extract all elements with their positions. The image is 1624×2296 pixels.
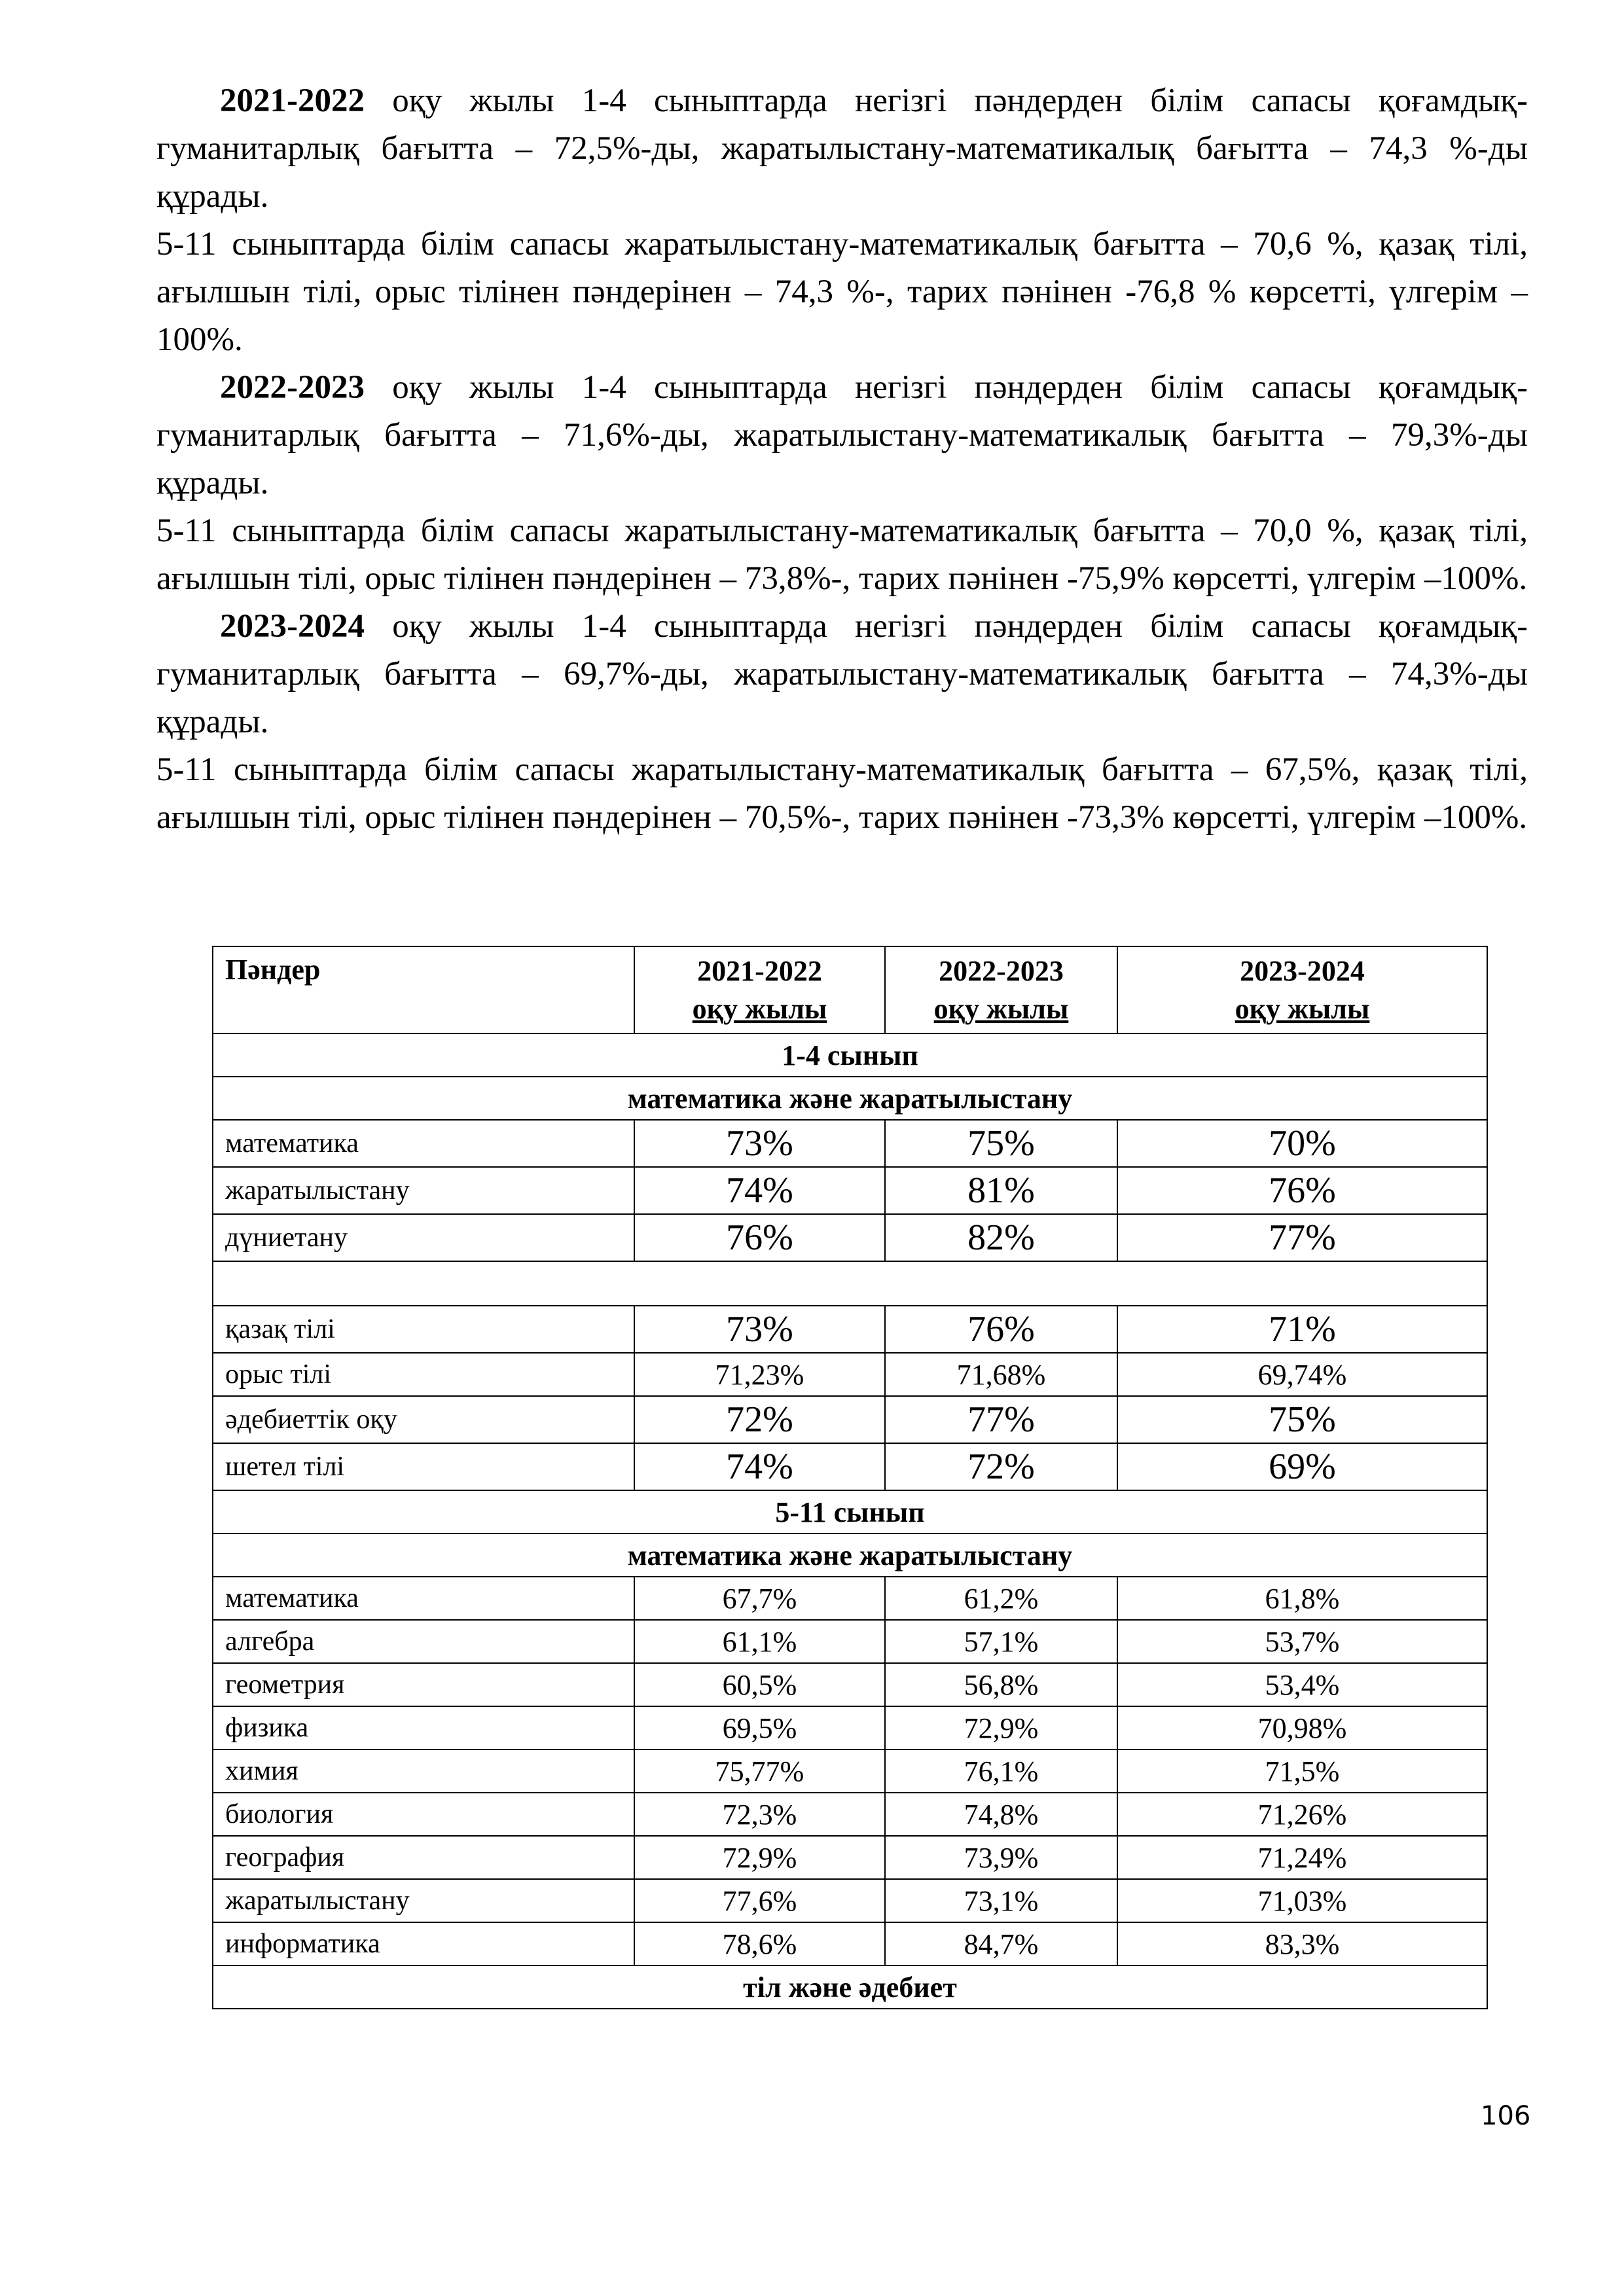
value-cell: 76% (885, 1306, 1117, 1353)
value-cell: 72% (885, 1443, 1117, 1490)
paragraph-2023-2024-primary (156, 603, 1528, 746)
subject-cell: информатика (213, 1922, 634, 1965)
grades-table (212, 946, 1488, 2009)
value-cell: 70% (1117, 1120, 1487, 1167)
value-cell: 71,68% (885, 1353, 1117, 1396)
header-year-label: оқу жылы (1235, 992, 1370, 1025)
section-row (213, 1077, 1487, 1120)
year-label: 2022-2023 (220, 369, 365, 406)
value-cell: 61,2% (885, 1577, 1117, 1620)
subject-cell: физика (213, 1706, 634, 1749)
value-cell: 69,74% (1117, 1353, 1487, 1396)
value-cell: 61,1% (634, 1620, 885, 1663)
value-cell: 74,8% (885, 1793, 1117, 1836)
empty-row (213, 1261, 1487, 1306)
paragraph-text: оқу жылы 1-4 сыныптарда негізгі пәндерден білім сапасы қоғамдық-гуманитарлық бағытта – 71,6%-ды, жаратылыстану-математикалық бағытта – 79,3%-ды құрады. (156, 369, 1528, 501)
value-cell: 74% (634, 1167, 885, 1214)
value-cell: 77,6% (634, 1879, 885, 1922)
value-cell: 57,1% (885, 1620, 1117, 1663)
paragraph-2021-2022-secondary: 5-11 сыныптарда білім сапасы жаратылыстану-математикалық бағытта – 70,6 %, қазақ тілі, ағылшын тілі, орыс тілінен пәндерінен – 74,3 %-, тарих пәнінен -76,8 % көрсетті, үлгерім –100%. (156, 226, 1528, 358)
paragraph-text: оқу жылы 1-4 сыныптарда негізгі пәндерден білім сапасы қоғамдық-гуманитарлық бағытта – 72,5%-ды, жаратылыстану-математикалық бағытта – 74,3 %-ды құрады. (156, 82, 1528, 215)
subject-cell: математика (213, 1577, 634, 1620)
subject-cell: алгебра (213, 1620, 634, 1663)
value-cell: 73,9% (885, 1836, 1117, 1879)
subject-cell: биология (213, 1793, 634, 1836)
value-cell: 71,23% (634, 1353, 885, 1396)
value-cell: 71,5% (1117, 1749, 1487, 1793)
subject-cell: әдебиеттік оқу (213, 1396, 634, 1443)
table-row (213, 1396, 1487, 1443)
value-cell: 72,3% (634, 1793, 885, 1836)
value-cell: 81% (885, 1167, 1117, 1214)
header-year: 2021-2022 (697, 954, 822, 987)
value-cell: 71% (1117, 1306, 1487, 1353)
header-year: 2023-2024 (1240, 954, 1365, 987)
subject-cell: математика (213, 1120, 634, 1167)
table-row (213, 1620, 1487, 1663)
subject-cell: шетел тілі (213, 1443, 634, 1490)
table-row (213, 1879, 1487, 1922)
value-cell: 70,98% (1117, 1706, 1487, 1749)
subject-cell: орыс тілі (213, 1353, 634, 1396)
paragraph-text: оқу жылы 1-4 сыныптарда негізгі пәндерден білім сапасы қоғамдық-гуманитарлық бағытта – 69,7%-ды, жаратылыстану-математикалық бағытта – 74,3%-ды құрады. (156, 608, 1528, 740)
group-title-1-4: 1-4 сынып (213, 1033, 1487, 1077)
header-year-1 (634, 946, 885, 1033)
value-cell: 60,5% (634, 1663, 885, 1706)
paragraph-2021-2022-primary (156, 77, 1528, 221)
value-cell: 53,7% (1117, 1620, 1487, 1663)
value-cell: 83,3% (1117, 1922, 1487, 1965)
empty-cell (213, 1261, 1487, 1306)
table-row (213, 1663, 1487, 1706)
section-math-science: математика және жаратылыстану (213, 1534, 1487, 1577)
group-title-5-11: 5-11 сынып (213, 1490, 1487, 1534)
header-year-2 (885, 946, 1117, 1033)
section-math-science: математика және жаратылыстану (213, 1077, 1487, 1120)
header-year-label: оқу жылы (933, 992, 1069, 1025)
value-cell: 75% (1117, 1396, 1487, 1443)
group-title-row (213, 1490, 1487, 1534)
value-cell: 77% (885, 1396, 1117, 1443)
subject-cell: дүниетану (213, 1214, 634, 1261)
value-cell: 75% (885, 1120, 1117, 1167)
subject-cell: география (213, 1836, 634, 1879)
value-cell: 72,9% (885, 1706, 1117, 1749)
header-subjects: Пәндер (213, 946, 634, 1033)
value-cell: 53,4% (1117, 1663, 1487, 1706)
table-row (213, 1577, 1487, 1620)
value-cell: 76% (634, 1214, 885, 1261)
subject-cell: геометрия (213, 1663, 634, 1706)
value-cell: 72% (634, 1396, 885, 1443)
value-cell: 71,03% (1117, 1879, 1487, 1922)
value-cell: 73% (634, 1306, 885, 1353)
header-year: 2022-2023 (939, 954, 1064, 987)
header-year-3 (1117, 946, 1487, 1033)
value-cell: 71,24% (1117, 1836, 1487, 1879)
value-cell: 67,7% (634, 1577, 885, 1620)
table-row (213, 1443, 1487, 1490)
value-cell: 75,77% (634, 1749, 885, 1793)
value-cell: 78,6% (634, 1922, 885, 1965)
value-cell: 73% (634, 1120, 885, 1167)
value-cell: 76% (1117, 1167, 1487, 1214)
value-cell: 61,8% (1117, 1577, 1487, 1620)
value-cell: 71,26% (1117, 1793, 1487, 1836)
subject-cell: қазақ тілі (213, 1306, 634, 1353)
value-cell: 76,1% (885, 1749, 1117, 1793)
table-row (213, 1353, 1487, 1396)
value-cell: 84,7% (885, 1922, 1117, 1965)
group-title-row (213, 1033, 1487, 1077)
value-cell: 56,8% (885, 1663, 1117, 1706)
section-language-literature: тіл және әдебиет (213, 1965, 1487, 2009)
value-cell: 73,1% (885, 1879, 1117, 1922)
section-row (213, 1534, 1487, 1577)
subject-cell: жаратылыстану (213, 1167, 634, 1214)
paragraph-2022-2023-secondary: 5-11 сыныптарда білім сапасы жаратылыстану-математикалық бағытта – 70,0 %, қазақ тілі, ағылшын тілі, орыс тілінен пәндерінен – 73,8%-, тарих пәнінен -75,9% көрсетті, үлгерім –100%. (156, 512, 1528, 597)
value-cell: 74% (634, 1443, 885, 1490)
section-row (213, 1965, 1487, 2009)
header-year-label: оқу жылы (692, 992, 827, 1025)
table-row (213, 1922, 1487, 1965)
table-row (213, 1167, 1487, 1214)
paragraph-2023-2024-secondary: 5-11 сыныптарда білім сапасы жаратылыстану-математикалық бағытта – 67,5%, қазақ тілі, ағылшын тілі, орыс тілінен пәндерінен – 70,5%-, тарих пәнінен -73,3% көрсетті, үлгерім –100%. (156, 751, 1528, 836)
table-row (213, 1749, 1487, 1793)
year-label: 2021-2022 (220, 82, 365, 119)
subject-cell: жаратылыстану (213, 1879, 634, 1922)
value-cell: 69% (1117, 1443, 1487, 1490)
table-row (213, 1120, 1487, 1167)
table-row (213, 1793, 1487, 1836)
subject-cell: химия (213, 1749, 634, 1793)
value-cell: 69,5% (634, 1706, 885, 1749)
value-cell: 82% (885, 1214, 1117, 1261)
value-cell: 72,9% (634, 1836, 885, 1879)
value-cell: 77% (1117, 1214, 1487, 1261)
page-number: 106 (1481, 2101, 1531, 2131)
table-row (213, 1214, 1487, 1261)
year-label: 2023-2024 (220, 608, 365, 645)
table-row (213, 1836, 1487, 1879)
paragraph-2022-2023-primary (156, 364, 1528, 507)
body-text (156, 77, 1528, 842)
table-row (213, 1306, 1487, 1353)
table-header-row (213, 946, 1487, 1033)
table-row (213, 1706, 1487, 1749)
